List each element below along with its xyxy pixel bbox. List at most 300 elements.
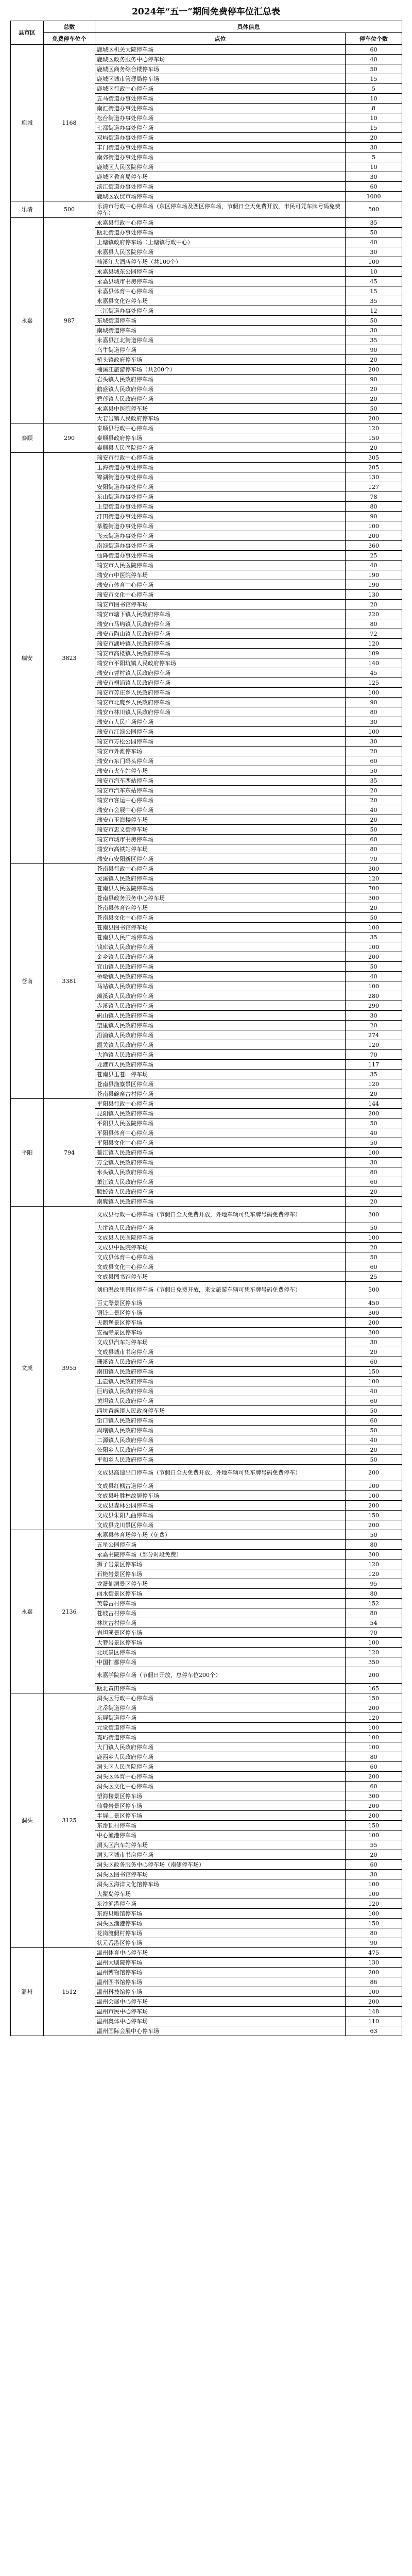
place-cell: 瑞安市中医院停车场 [95, 570, 346, 580]
count-cell: 40 [346, 55, 402, 64]
place-cell: 鹤盛镇人民政府停车场 [95, 384, 346, 394]
table-row [11, 1948, 402, 1958]
count-cell: 50 [346, 316, 402, 326]
place-cell: 平阳县文化中心停车场 [95, 1138, 346, 1148]
place-cell: 文成县高速出口停车场（节假日全天免费开放，外地车辆可凭车牌号码免费停车） [95, 1465, 346, 1481]
place-cell: 温州国际会展中心停车场 [95, 2026, 346, 2036]
count-cell: 80 [346, 1167, 402, 1177]
place-cell: 瑞安市陶山镇人民政府停车场 [95, 629, 346, 639]
place-cell: 瑞安市湖岭镇人民政府停车场 [95, 639, 346, 649]
place-cell: 洞头区汽车站停车场 [95, 1840, 346, 1850]
count-cell: 95 [346, 1579, 402, 1589]
place-cell: 南汇街道办事处停车场 [95, 104, 346, 113]
count-cell: 100 [346, 942, 402, 952]
count-cell: 60 [346, 756, 402, 766]
count-cell: 120 [346, 1713, 402, 1723]
count-cell: 60 [346, 835, 402, 844]
place-cell: 瑞安市万松公园停车场 [95, 737, 346, 747]
count-cell: 63 [346, 2026, 402, 2036]
count-cell: 150 [346, 1693, 402, 1703]
total-cell: 3125 [44, 1693, 95, 1948]
place-cell: 霓屿街道停车场 [95, 1733, 346, 1742]
count-cell: 60 [346, 1396, 402, 1406]
count-cell: 140 [346, 658, 402, 668]
count-cell: 90 [346, 375, 402, 384]
place-cell: 大门镇人民政府停车场 [95, 1742, 346, 1752]
place-cell: 五星公园停车场 [95, 1540, 346, 1550]
count-cell: 30 [346, 326, 402, 335]
place-cell: 永嘉县体育场停车场（免费） [95, 1530, 346, 1540]
count-cell: 40 [346, 1128, 402, 1138]
place-cell: 瑞安市江滨公园停车场 [95, 727, 346, 737]
count-cell: 40 [346, 972, 402, 981]
count-cell: 20 [346, 1089, 402, 1099]
place-cell: 望海楼景区停车场 [95, 1791, 346, 1801]
place-cell: 洞头区渔港停车场 [95, 1919, 346, 1928]
total-cell: 290 [44, 423, 95, 453]
count-cell: 60 [346, 1860, 402, 1870]
count-cell: 450 [346, 1298, 402, 1308]
place-cell: 文成县叶胜林故居停车场 [95, 1491, 346, 1501]
place-cell: 苍南县图书馆停车场 [95, 923, 346, 933]
count-cell: 80 [346, 502, 402, 512]
place-cell: 沿浦镇人民政府停车场 [95, 1030, 346, 1040]
place-cell: 鹿城区政务服务中心停车场 [95, 55, 346, 64]
count-cell: 100 [346, 1148, 402, 1158]
place-cell: 中心渔港停车场 [95, 1831, 346, 1840]
header-detail: 具体信息 [95, 21, 402, 33]
count-cell: 120 [346, 1569, 402, 1579]
count-cell: 70 [346, 854, 402, 864]
count-cell: 300 [346, 1791, 402, 1801]
count-cell: 60 [346, 1416, 402, 1426]
total-cell: 500 [44, 201, 95, 218]
place-cell: 百丈漈景区停车场 [95, 1298, 346, 1308]
count-cell: 120 [346, 1079, 402, 1089]
count-cell: 100 [346, 923, 402, 933]
place-cell: 鹿城区教育局停车场 [95, 172, 346, 182]
place-cell: 丰门街道办事处停车场 [95, 143, 346, 152]
count-cell: 80 [346, 619, 402, 629]
place-cell: 永嘉县体育中心停车场 [95, 286, 346, 296]
place-cell: 状元岙港区停车场 [95, 1938, 346, 1948]
place-cell: 鹿城区机关大院停车场 [95, 45, 346, 55]
count-cell: 5 [346, 152, 402, 162]
count-cell: 20 [346, 1347, 402, 1357]
count-cell: 20 [346, 1850, 402, 1860]
place-cell: 三江街道办事处停车场 [95, 306, 346, 316]
count-cell: 35 [346, 335, 402, 345]
place-cell: 上望街道办事处停车场 [95, 502, 346, 512]
place-cell: 灵溪镇人民政府停车场 [95, 874, 346, 884]
place-cell: 中国扣都停车场 [95, 1657, 346, 1667]
count-cell: 200 [346, 531, 402, 541]
place-cell: 温州市民中心停车场 [95, 2007, 346, 2016]
count-cell: 200 [346, 1501, 402, 1511]
place-cell: 大峃镇人民政府停车场 [95, 1223, 346, 1233]
count-cell: 20 [346, 394, 402, 404]
place-cell: 铜铃山景区停车场 [95, 1308, 346, 1318]
count-cell: 100 [346, 1491, 402, 1501]
place-cell: 东岙顶村停车场 [95, 1821, 346, 1831]
place-cell: 藻溪镇人民政府停车场 [95, 991, 346, 1001]
place-cell: 乐清市行政中心停车场（东区停车场及西区停车场，节假日全天免费开放，市民可凭车牌号码免费停车） [95, 201, 346, 218]
place-cell: 永嘉县城市书房停车场 [95, 277, 346, 286]
table-row [11, 1099, 402, 1109]
count-cell: 20 [346, 355, 402, 365]
place-cell: 珊溪镇人民政府停车场 [95, 1357, 346, 1367]
count-cell: 200 [346, 414, 402, 423]
count-cell: 300 [346, 893, 402, 903]
place-cell: 巨屿镇人民政府停车场 [95, 1386, 346, 1396]
place-cell: 永嘉县中医院停车场 [95, 404, 346, 414]
place-cell: 楠溪江旅游停车场（共200个） [95, 365, 346, 375]
place-cell: 岩坦溪景区停车场 [95, 1628, 346, 1638]
count-cell: 80 [346, 844, 402, 854]
place-cell: 瓯北黄田停车场 [95, 1684, 346, 1693]
count-cell: 30 [346, 1011, 402, 1021]
count-cell: 20 [346, 903, 402, 913]
count-cell: 20 [346, 1021, 402, 1030]
count-cell: 100 [346, 1831, 402, 1840]
count-cell: 200 [346, 365, 402, 375]
place-cell: 温州科技馆停车场 [95, 1987, 346, 1997]
count-cell: 300 [346, 1308, 402, 1318]
count-cell: 30 [346, 737, 402, 747]
place-cell: 南田镇人民政府停车场 [95, 1367, 346, 1377]
count-cell: 30 [346, 247, 402, 257]
count-cell: 50 [346, 1118, 402, 1128]
count-cell: 200 [346, 1465, 402, 1481]
place-cell: 东城街道停车场 [95, 316, 346, 326]
place-cell: 南城街道停车场 [95, 326, 346, 335]
place-cell: 安阳街道办事处停车场 [95, 482, 346, 492]
place-cell: 昆阳镇人民政府停车场 [95, 1109, 346, 1118]
region-cell: 平阳 [11, 1099, 44, 1207]
place-cell: 文成县中医院停车场 [95, 1243, 346, 1252]
header-place: 点位 [95, 33, 346, 45]
place-cell: 南滨街道办事处停车场 [95, 541, 346, 551]
total-cell: 1168 [44, 45, 95, 201]
place-cell: 瑞安市文化中心停车场 [95, 590, 346, 600]
count-cell: 274 [346, 1030, 402, 1040]
count-cell: 120 [346, 1648, 402, 1657]
count-cell: 12 [346, 306, 402, 316]
count-cell: 120 [346, 1899, 402, 1909]
place-cell: 瑞安市体育中心停车场 [95, 580, 346, 590]
count-cell: 290 [346, 1001, 402, 1011]
header-total: 免费停车位个 [44, 33, 95, 45]
place-cell: 瑞安市外滩停车场 [95, 747, 346, 756]
count-cell: 100 [346, 1742, 402, 1752]
place-cell: 上塘镇政府停车场（上塘镇行政中心） [95, 238, 346, 247]
place-cell: 洞头区体育中心停车场 [95, 1772, 346, 1782]
total-cell: 2136 [44, 1530, 95, 1693]
count-cell: 80 [346, 1752, 402, 1762]
place-cell: 鹿城区行政中心停车场 [95, 84, 346, 94]
count-cell: 50 [346, 913, 402, 923]
count-cell: 280 [346, 991, 402, 1001]
place-cell: 金乡镇人民政府停车场 [95, 952, 346, 962]
count-cell: 20 [346, 747, 402, 756]
place-cell: 瑞安市图书馆停车场 [95, 600, 346, 609]
count-cell: 150 [346, 1511, 402, 1520]
place-cell: 瑞安市东门码头停车场 [95, 756, 346, 766]
count-cell: 100 [346, 1909, 402, 1919]
count-cell: 60 [346, 1262, 402, 1272]
count-cell: 100 [346, 1879, 402, 1889]
place-cell: 马站镇人民政府停车场 [95, 981, 346, 991]
count-cell: 5 [346, 84, 402, 94]
place-cell: 苍南县玉苍山停车场 [95, 1070, 346, 1079]
place-cell: 温州体育中心停车场 [95, 1948, 346, 1958]
count-cell: 50 [346, 1406, 402, 1416]
count-cell: 200 [346, 1968, 402, 1977]
place-cell: 洞头区城市书房停车场 [95, 1850, 346, 1860]
count-cell: 15 [346, 74, 402, 84]
place-cell: 文成县行政中心停车场（节假日全天免费开放，外地车辆可凭车牌号码免费停车） [95, 1207, 346, 1223]
place-cell: 刘伯温故里景区停车场（节假日免费开放，来文旅游车辆可凭车牌号码免费停车） [95, 1282, 346, 1298]
place-cell: 松台街道办事处停车场 [95, 113, 346, 123]
place-cell: 楠溪江大酒店停车场（共100个） [95, 257, 346, 267]
place-cell: 狮子岩景区停车场 [95, 1560, 346, 1569]
count-cell: 10 [346, 162, 402, 172]
count-cell: 54 [346, 1618, 402, 1628]
place-cell: 东山街道办事处停车场 [95, 492, 346, 502]
count-cell: 60 [346, 1357, 402, 1367]
place-cell: 大瞿岛停车场 [95, 1889, 346, 1899]
place-cell: 天鹅堡景区停车场 [95, 1318, 346, 1328]
count-cell: 25 [346, 1272, 402, 1282]
count-cell: 1000 [346, 192, 402, 201]
total-cell: 794 [44, 1099, 95, 1207]
place-cell: 泰顺县政府停车场 [95, 433, 346, 443]
count-cell: 152 [346, 1599, 402, 1608]
count-cell: 50 [346, 1138, 402, 1148]
count-cell: 60 [346, 45, 402, 55]
count-cell: 200 [346, 1703, 402, 1713]
place-cell: 苍南县碗窑古村停车场 [95, 1089, 346, 1099]
count-cell: 60 [346, 1177, 402, 1187]
place-cell: 北岙街道停车场 [95, 1703, 346, 1713]
count-cell: 35 [346, 296, 402, 306]
total-cell: 3823 [44, 453, 95, 864]
place-cell: 鳌江镇人民政府停车场 [95, 1148, 346, 1158]
place-cell: 桥头镇政府停车场 [95, 355, 346, 365]
place-cell: 腾蛟镇人民政府停车场 [95, 1187, 346, 1197]
count-cell: 200 [346, 1801, 402, 1811]
place-cell: 文成县龙川景区停车场 [95, 1520, 346, 1530]
place-cell: 林坑古村停车场 [95, 1618, 346, 1628]
place-cell: 双屿街道办事处停车场 [95, 133, 346, 143]
count-cell: 60 [346, 182, 402, 192]
place-cell: 南郊街道办事处停车场 [95, 152, 346, 162]
count-cell: 300 [346, 1328, 402, 1337]
place-cell: 瑞安市行政中心停车场 [95, 453, 346, 463]
place-cell: 温州奥体中心停车场 [95, 2016, 346, 2026]
place-cell: 碧莲镇人民政府停车场 [95, 394, 346, 404]
table-row [11, 201, 402, 218]
place-cell: 平阳县行政中心停车场 [95, 1099, 346, 1109]
place-cell: 半屏山景区停车场 [95, 1811, 346, 1821]
place-cell: 玉海街道办事处停车场 [95, 463, 346, 472]
count-cell: 30 [346, 1870, 402, 1879]
count-cell: 127 [346, 482, 402, 492]
count-cell: 40 [346, 238, 402, 247]
place-cell: 瑞安市马屿镇人民政府停车场 [95, 619, 346, 629]
region-cell: 泰顺 [11, 423, 44, 453]
table-row [11, 453, 402, 463]
place-cell: 石桅岩景区停车场 [95, 1569, 346, 1579]
count-cell: 100 [346, 1481, 402, 1491]
place-cell: 鹿城区人民医院停车场 [95, 162, 346, 172]
place-cell: 瑞安市城市书房停车场 [95, 835, 346, 844]
count-cell: 350 [346, 1657, 402, 1667]
place-cell: 矾山镇人民政府停车场 [95, 1011, 346, 1021]
place-cell: 望里镇人民政府停车场 [95, 1021, 346, 1030]
count-cell: 110 [346, 2016, 402, 2026]
count-cell: 90 [346, 345, 402, 355]
place-cell: 苍南县人民医院停车场 [95, 884, 346, 893]
count-cell: 100 [346, 521, 402, 531]
count-cell: 205 [346, 463, 402, 472]
place-cell: 岩头镇人民政府停车场 [95, 375, 346, 384]
count-cell: 86 [346, 1977, 402, 1987]
count-cell: 50 [346, 1455, 402, 1465]
count-cell: 25 [346, 551, 402, 561]
place-cell: 永嘉县城东公园停车场 [95, 267, 346, 277]
place-cell: 万全镇人民政府停车场 [95, 1158, 346, 1167]
place-cell: 瑞安市会展中心停车场 [95, 805, 346, 815]
place-cell: 文成县体育中心停车场 [95, 1252, 346, 1262]
count-cell: 30 [346, 1337, 402, 1347]
header-count: 停车位个数 [346, 33, 402, 45]
count-cell: 30 [346, 172, 402, 182]
place-cell: 苍南县文化中心停车场 [95, 913, 346, 923]
place-cell: 苍南县行政中心停车场 [95, 864, 346, 874]
count-cell: 90 [346, 512, 402, 521]
place-cell: 芙蓉古村停车场 [95, 1599, 346, 1608]
count-cell: 200 [346, 952, 402, 962]
place-cell: 莘塍街道办事处停车场 [95, 521, 346, 531]
count-cell: 40 [346, 561, 402, 570]
count-cell: 35 [346, 1070, 402, 1079]
place-cell: 水头镇人民政府停车场 [95, 1167, 346, 1177]
place-cell: 文成县城市书房停车场 [95, 1347, 346, 1357]
place-cell: 温州图书馆停车场 [95, 1977, 346, 1987]
place-cell: 峃口镇人民政府停车场 [95, 1416, 346, 1426]
count-cell: 72 [346, 629, 402, 639]
place-cell: 永嘉学院停车场（节假日开放，总停车位200个） [95, 1667, 346, 1684]
count-cell: 50 [346, 825, 402, 835]
total-cell: 3381 [44, 864, 95, 1099]
place-cell: 瓯北街道办事处停车场 [95, 228, 346, 238]
count-cell: 15 [346, 286, 402, 296]
count-cell: 500 [346, 201, 402, 218]
header-region: 县市区 [11, 21, 44, 45]
count-cell: 10 [346, 267, 402, 277]
place-cell: 西坑畲族镇人民政府停车场 [95, 1406, 346, 1416]
place-cell: 二源镇人民政府停车场 [95, 1435, 346, 1445]
count-cell: 30 [346, 717, 402, 727]
count-cell: 45 [346, 668, 402, 678]
place-cell: 瑞安市火车站停车场 [95, 766, 346, 776]
count-cell: 300 [346, 1550, 402, 1560]
count-cell: 200 [346, 1667, 402, 1684]
table-row [11, 1207, 402, 1223]
place-cell: 瑞安市林川镇人民政府停车场 [95, 707, 346, 717]
table-row [11, 423, 402, 433]
place-cell: 花岗渡假村停车场 [95, 1928, 346, 1938]
count-cell: 35 [346, 218, 402, 228]
place-cell: 霞关镇人民政府停车场 [95, 1040, 346, 1050]
place-cell: 苍南县渔寮景区停车场 [95, 1079, 346, 1089]
count-cell: 120 [346, 874, 402, 884]
count-cell: 120 [346, 1040, 402, 1050]
place-cell: 永嘉县人民医院停车场 [95, 247, 346, 257]
count-cell: 20 [346, 443, 402, 453]
count-cell: 40 [346, 805, 402, 815]
place-cell: 洞头区政务服务中心停车场（南侧停车场） [95, 1860, 346, 1870]
count-cell: 100 [346, 727, 402, 737]
place-cell: 七都街道办事处停车场 [95, 123, 346, 133]
count-cell: 35 [346, 933, 402, 942]
place-cell: 鹿西乡人民政府停车场 [95, 1752, 346, 1762]
count-cell: 220 [346, 609, 402, 619]
place-cell: 瑞安市人民广场停车场 [95, 717, 346, 727]
place-cell: 苍南县体育馆停车场 [95, 903, 346, 913]
place-cell: 文成县人民医院停车场 [95, 1233, 346, 1243]
place-cell: 元觉街道停车场 [95, 1723, 346, 1733]
place-cell: 瑞安市桐浦镇人民政府停车场 [95, 678, 346, 688]
place-cell: 东屏街道停车场 [95, 1713, 346, 1723]
place-cell: 瑞安市客运中心停车场 [95, 795, 346, 805]
count-cell: 165 [346, 1684, 402, 1693]
place-cell: 锦湖街道办事处停车场 [95, 472, 346, 482]
count-cell: 200 [346, 1772, 402, 1782]
count-cell: 20 [346, 600, 402, 609]
place-cell: 永嘉县文化馆停车场 [95, 296, 346, 306]
count-cell: 150 [346, 1367, 402, 1377]
table-row [11, 864, 402, 874]
place-cell: 瑞安市芳庄乡人民政府停车场 [95, 688, 346, 698]
count-cell: 144 [346, 1099, 402, 1109]
place-cell: 温州大剧院停车场 [95, 1958, 346, 1968]
place-cell: 苍南县政务服务中心停车场 [95, 893, 346, 903]
place-cell: 大渔镇人民政府停车场 [95, 1050, 346, 1060]
region-cell: 温州 [11, 1948, 44, 2036]
place-cell: 文成县汽车站停车场 [95, 1337, 346, 1347]
parking-summary-table [10, 21, 402, 2036]
count-cell: 80 [346, 1608, 402, 1618]
count-cell: 50 [346, 766, 402, 776]
place-cell: 洞头区海洋文化馆停车场 [95, 1879, 346, 1889]
place-cell: 温州博物馆停车场 [95, 1968, 346, 1977]
table-row [11, 218, 402, 228]
count-cell: 50 [346, 1252, 402, 1262]
count-cell: 475 [346, 1948, 402, 1958]
count-cell: 200 [346, 1997, 402, 2007]
count-cell: 50 [346, 1530, 402, 1540]
place-cell: 洞头区文化中心停车场 [95, 1782, 346, 1791]
table-row [11, 45, 402, 55]
count-cell: 20 [346, 795, 402, 805]
count-cell: 130 [346, 590, 402, 600]
place-cell: 龙瀑仙洞景区停车场 [95, 1579, 346, 1589]
place-cell: 瑞安市玉海楼停车场 [95, 815, 346, 825]
place-cell: 苍坡古村停车场 [95, 1608, 346, 1618]
count-cell: 30 [346, 143, 402, 152]
